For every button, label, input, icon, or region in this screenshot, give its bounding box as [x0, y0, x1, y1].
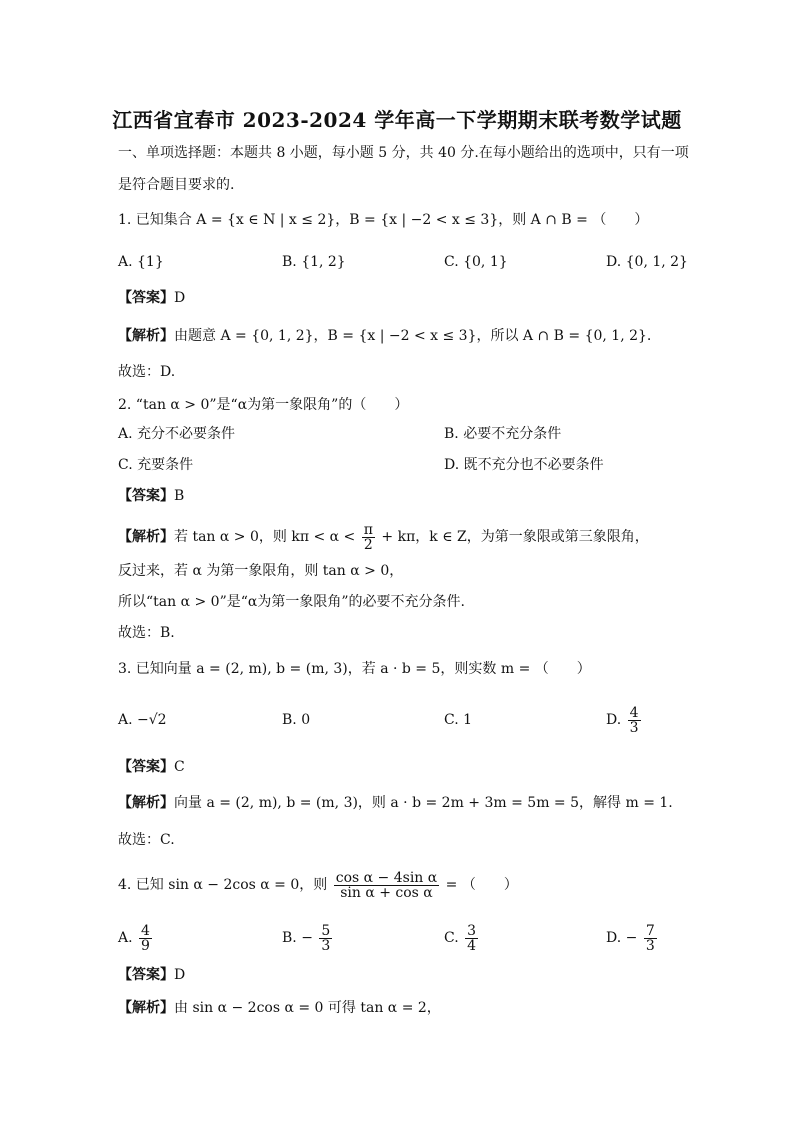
fraction-numerator: 5	[321, 922, 331, 939]
q1-option-c: C. {0, 1}	[444, 254, 508, 270]
section-instruction-line-1: 一、单项选择题：本题共 8 小题，每小题 5 分，共 40 分.在每小题给出的选项中，只有一项	[118, 145, 689, 161]
answer-value: C	[174, 759, 185, 775]
answer-value: B	[174, 488, 185, 504]
q1-option-d: D. {0, 1, 2}	[606, 254, 688, 270]
option-label: A.	[118, 930, 133, 946]
q3-stem: 3. 已知向量 a = (2, m), b = (m, 3)，若 a · b = 5，则实数 m = （ ）	[118, 661, 591, 677]
q1-stem: 1. 已知集合 A = {x ∈ N | x ≤ 2}，B = {x | −2 < x ≤ 3}，则 A ∩ B = （ ）	[118, 212, 649, 228]
q2-analysis-line-3: 所以“tan α > 0”是“α为第一象限角”的必要不充分条件.	[118, 594, 465, 610]
q1-option-b: B. {1, 2}	[282, 254, 346, 270]
fraction-numerator: π	[363, 521, 373, 538]
q1-answer	[118, 288, 185, 308]
page-title: 江西省宜春市 2023-2024 学年高一下学期期末联考数学试题	[112, 108, 682, 132]
q3-analysis	[118, 793, 673, 813]
analysis-text: 向量 a = (2, m), b = (m, 3)，则 a · b = 2m + 3m = 5m = 5，解得 m = 1.	[174, 795, 673, 811]
fraction-denominator: 4	[467, 937, 477, 954]
fraction-denominator: 9	[141, 937, 150, 954]
q2-analysis-line-2: 反过来，若 α 为第一象限角，则 tan α > 0，	[118, 563, 404, 579]
q4-option-d	[606, 918, 659, 958]
fraction-numerator: 4	[141, 922, 150, 939]
answer-value: D	[174, 290, 186, 306]
q1-analysis	[118, 326, 651, 346]
fraction-numerator: cos α − 4sin α	[335, 869, 438, 886]
analysis-text: 若 tan α > 0，则 kπ < α <	[174, 529, 356, 545]
option-label: D. −	[606, 930, 638, 946]
answer-tag: 【答案】	[118, 759, 174, 775]
analysis-tag: 【解析】	[118, 529, 174, 545]
fraction-denominator: 3	[629, 719, 639, 736]
option-label: C.	[444, 930, 459, 946]
stem-text-cont: = （ ）	[445, 877, 518, 893]
analysis-tag: 【解析】	[118, 1000, 174, 1016]
q2-answer	[118, 486, 184, 506]
q4-option-c	[444, 918, 480, 958]
q1-conclusion: 故选：D.	[118, 364, 176, 380]
analysis-text-cont: + kπ，k ∈ Z，为第一象限或第三象限角，	[381, 529, 649, 545]
q4-answer	[118, 965, 185, 985]
option-fraction	[139, 924, 152, 953]
option-label: B. −	[282, 930, 313, 946]
option-fraction	[465, 924, 478, 953]
fraction-denominator: sin α + cos α	[340, 884, 433, 901]
q3-option-d	[606, 700, 643, 740]
q3-answer	[118, 757, 185, 777]
q3-option-b: B. 0	[282, 712, 311, 728]
fraction-denominator: 3	[321, 937, 331, 954]
q1-option-a: A. {1}	[118, 254, 164, 270]
answer-tag: 【答案】	[118, 967, 174, 983]
stem-text: 4. 已知 sin α − 2cos α = 0，则	[118, 877, 328, 893]
q3-conclusion: 故选：C.	[118, 832, 175, 848]
fraction-denominator: 3	[645, 937, 655, 954]
fraction-numerator: 7	[645, 922, 655, 939]
option-fraction	[628, 706, 641, 735]
answer-tag: 【答案】	[118, 290, 174, 306]
q4-option-a	[118, 918, 154, 958]
q3-option-c: C. 1	[444, 712, 473, 728]
fraction-numerator: 4	[629, 704, 639, 721]
analysis-tag: 【解析】	[118, 795, 174, 811]
q4-stem	[118, 868, 518, 902]
section-instruction-line-2: 是符合题目要求的.	[118, 177, 235, 193]
fraction-numerator: 3	[467, 922, 477, 939]
q3-option-a: A. −√2	[118, 712, 167, 728]
analysis-text: 由 sin α − 2cos α = 0 可得 tan α = 2，	[174, 1000, 441, 1016]
q2-stem: 2. “tan α > 0”是“α为第一象限角”的（ ）	[118, 397, 409, 413]
q2-option-a: A. 充分不必要条件	[118, 426, 236, 442]
pi-over-2-fraction	[362, 523, 375, 552]
q2-analysis	[118, 520, 649, 554]
analysis-tag: 【解析】	[118, 328, 174, 344]
answer-value: D	[174, 967, 186, 983]
q4-option-b	[282, 918, 334, 958]
stem-fraction	[334, 871, 439, 900]
q2-option-d: D. 既不充分也不必要条件	[444, 457, 604, 473]
analysis-text: 由题意 A = {0, 1, 2}，B = {x | −2 < x ≤ 3}，所以 A ∩ B = {0, 1, 2}.	[174, 328, 652, 344]
option-fraction	[319, 924, 332, 953]
fraction-denominator: 2	[363, 536, 373, 553]
option-fraction	[644, 924, 657, 953]
q2-conclusion: 故选：B.	[118, 625, 175, 641]
answer-tag: 【答案】	[118, 488, 174, 504]
option-label: D.	[606, 712, 622, 728]
q2-option-c: C. 充要条件	[118, 457, 194, 473]
q4-analysis	[118, 998, 441, 1018]
q2-option-b: B. 必要不充分条件	[444, 426, 562, 442]
